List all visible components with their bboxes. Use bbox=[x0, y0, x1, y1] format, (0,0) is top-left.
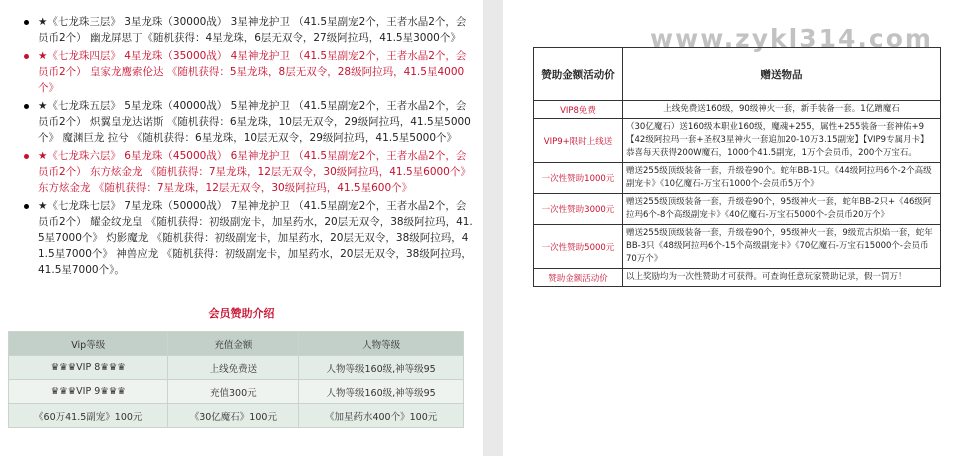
table-row bbox=[534, 163, 941, 194]
section-title: 会员赞助介绍 bbox=[208, 307, 275, 320]
sponsor-gift-table bbox=[533, 47, 941, 287]
list-item: ★《七龙珠五层》 5星龙珠（40000战） 5星神龙护卫 （41.5星副宠2个，王者水晶2个，会员币2个） 炽翼皇龙达诺斯 《随机获得：6星龙珠，10层无双令，29级阿拉玛，41.5星5000个》 魔渊巨龙 拉兮 《随机获得：6星龙珠，10层无双令，29级阿拉玛，41.5星5000个》 bbox=[22, 98, 474, 146]
gift-description: 赠送255级顶级装备一套，升级卷90个，95级神火一套，9级荒古炽焰一套，蛇年BB-3只《48级阿拉玛6个-15个高级副宠卡》《70亿魔石-万宝石15000个-会员币70万个》 bbox=[623, 225, 941, 269]
table-row bbox=[534, 101, 941, 119]
table-header-row bbox=[9, 332, 464, 356]
tier-label: 一次性赞助1000元 bbox=[534, 163, 623, 194]
table-header-row bbox=[534, 48, 941, 101]
table-row bbox=[9, 356, 464, 380]
site-watermark: www.zykl314.com bbox=[650, 24, 933, 53]
gift-description: 以上奖励均为一次性赞助才可获得。可查询任意玩家赞助记录，假一罚万！ bbox=[623, 269, 941, 287]
table-cell: 《加星药水400个》100元 bbox=[299, 404, 464, 428]
column-header: Vip等级 bbox=[9, 332, 168, 356]
dragon-floor-list bbox=[22, 14, 474, 280]
table-cell: 充值300元 bbox=[168, 380, 299, 404]
gift-description: （30亿魔石）送160级本职业160级，魔魂+255，属性+255装备一套神佑+9 【42级阿拉玛一套+圣权3星神火一套追加20-10万3.15副宠】【VIP9专属月卡】恭喜每天获得200W魔石，1000个41.5副宠，1万个会员币，200个万宝石。 bbox=[623, 119, 941, 163]
gift-description: 赠送255级顶级装备一套，升级卷90个，95级神火一套，蛇年BB-2只+《46级阿拉玛6个-8个高级副宠卡》《40亿魔石-万宝石5000个-会员币20万个》 bbox=[623, 194, 941, 225]
column-header: 赠送物品 bbox=[623, 48, 941, 101]
table-row bbox=[9, 380, 464, 404]
table-cell: 人物等级160级,神等级95 bbox=[299, 356, 464, 380]
table-cell: ♛♛♛VIP 9♛♛♛ bbox=[9, 380, 168, 404]
tier-label: 赞助金额活动价 bbox=[534, 269, 623, 287]
tier-label: VIP8免费 bbox=[534, 101, 623, 119]
table-cell: 人物等级160级,神等级95 bbox=[299, 380, 464, 404]
vip-table bbox=[8, 331, 464, 428]
table-row bbox=[9, 404, 464, 428]
table-row bbox=[534, 119, 941, 163]
list-item: ★《七龙珠六层》 6星龙珠（45000战） 6星神龙护卫 （41.5星副宠2个，王者水晶2个，会员币2个） 东方炫金龙 《随机获得：7星龙珠，12层无双令，30级阿拉玛，41.5星6000个》 东方炫金龙 《随机获得：7星龙珠，12层无双令，30级阿拉玛，41.5星600个》 bbox=[22, 148, 474, 196]
table-cell: ♛♛♛VIP 8♛♛♛ bbox=[9, 356, 168, 380]
gift-description: 赠送255级顶级装备一套，升级卷90个。蛇年BB-1只。《44级阿拉玛6个-2个高级副宠卡》《10亿魔石-万宝石1000个-会员币5万个》 bbox=[623, 163, 941, 194]
list-item: ★《七龙珠三层》 3星龙珠（30000战） 3星神龙护卫 （41.5星副宠2个，王者水晶2个，会员币2个） 幽龙屏思丁《随机获得：4星龙珠，6层无双令，27级阿拉玛，41.5星3000个》 bbox=[22, 14, 474, 46]
tier-label: VIP9+限时上线送 bbox=[534, 119, 623, 163]
table-row bbox=[534, 269, 941, 287]
table-cell: 《60万41.5副宠》100元 bbox=[9, 404, 168, 428]
tier-label: 一次性赞助3000元 bbox=[534, 194, 623, 225]
table-cell: 上线免费送 bbox=[168, 356, 299, 380]
tier-label: 一次性赞助5000元 bbox=[534, 225, 623, 269]
list-item: ★《七龙珠七层》 7星龙珠（50000战） 7星神龙护卫 （41.5星副宠2个，王者水晶2个，会员币2个） 耀金纹龙皇 《随机获得：初级副宠卡，加星药水，20层无双令，38级阿拉玛，41.5星7000个》 灼影魔龙 《随机获得：初级副宠卡，加星药水，20层无双令，38级阿拉玛，41.5星7000个》 神兽应龙 《随机获得：初级副宠卡，加星药水，20层无双令，38级阿拉玛，41.5星7000个》。 bbox=[22, 198, 474, 278]
column-header: 人物等级 bbox=[299, 332, 464, 356]
table-row bbox=[534, 225, 941, 269]
column-header: 充值金额 bbox=[168, 332, 299, 356]
list-item: ★《七龙珠四层》 4星龙珠（35000战） 4星神龙护卫 （41.5星副宠2个，王者水晶2个，会员币2个） 皇家龙鹰索伦达 《随机获得：5星龙珠，8层无双令，28级阿拉玛，41.5星4000个》 bbox=[22, 48, 474, 96]
table-cell: 《30亿魔石》100元 bbox=[168, 404, 299, 428]
column-header: 赞助金额活动价 bbox=[534, 48, 623, 101]
gift-description: 上线免费送160级，90级神火一套，新手装备一套。1亿蹭魔石 bbox=[623, 101, 941, 119]
table-row bbox=[534, 194, 941, 225]
